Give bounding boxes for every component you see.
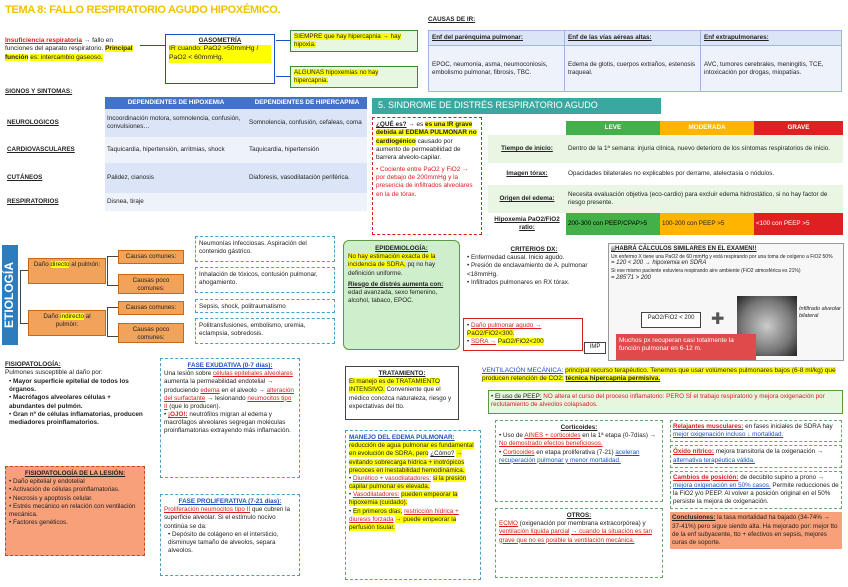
otros-box: OTROS: ECMO (oxigenación por membrana extracorpórea) y ventilación líquida parcial → cuando la situación es tan grave que no es posible la ventilación mecánica.: [495, 508, 663, 578]
criterios-box: CRITERIOS DX: • Enfermedad causal. Inicio agudo. • Presión de enclavamiento de A. pulmonar <18mmHg. • Infiltrados pulmonares en RX tórax.: [467, 246, 588, 286]
etiologia-label: ETIOLOGÍA: [2, 245, 18, 345]
bracket: [107, 307, 118, 337]
gasometria-box: GASOMETRÍA IR cuando: PaO2 >50mmHg / PaO2 < 60mmHg.: [165, 34, 275, 84]
bracket: [107, 256, 118, 286]
algunas-box: ALGUNAS hipoxemias no hay hipercapnia.: [290, 66, 418, 88]
lesion-box: FISIOPATOLOGÍA DE LA LESIÓN: • Daño epitelial y endotelial • Activación de células proinflamatorias. • Necrosis y apoptosis celular. • Estrés mecánico en relación con ventilación mecánica. • Factores genéticos.: [5, 466, 145, 556]
causes-title: CAUSAS DE IR:: [428, 16, 476, 23]
causes-table: Enf del parénquima pulmonar: Enf de las vías aéreas altas: Enf extrapulmonares: EPOC, neumonía, asma, neumoconiosis, embolismo pulmonar, fibrosis, TBC. Edema de glotis, cuerpos extraños, estenosis traqueal. AVC, tumores cerebrales, meningitis, TCE, intoxicación por drogas, miopatías.: [428, 30, 842, 92]
corticoides-box: Corticoides: • Uso de AINES + corticoides en la 1ª etapa (0-7días) → No demostrado efectos beneficiosos. • Corticoides en etapa proliferativa (7-21) aceleran recuperación pulmonar y menor mortalidad.: [495, 420, 663, 502]
imp-badge: IMP: [584, 342, 606, 354]
fase-proliferativa: FASE PROLIFERATIVA (7-21 días): Proliferación neumocitos tipo II que cubren la superficie alveolar. Si el estímulo nocivo continúa se da: • Depósito de colágeno en el intersticio, disminuye tamaño de alveolos, separa alveolos.: [160, 494, 300, 576]
damage-indirect: Daño indirecto al pulmón:: [28, 310, 106, 336]
recovery-note: Muchos px recuperan casi totalmente la función pulmonar en 6-12 m.: [616, 334, 756, 360]
fisio-box: FISIOPATOLOGÍA: Pulmones susceptible al daño por: • Mayor superficie epitelial de todos los órganos. • Macrófagos alveolares células + abundantes del pulmón. • Gran nº de células inflamatorias, producen mediadores proinflamatorios.: [5, 361, 143, 427]
cause-text-3: Sepsis, shock, politraumatismo: [195, 299, 335, 313]
signs-title: SIGNOS Y SINTOMAS:: [5, 88, 73, 95]
ventilacion-text: VENTILACIÓN MECÁNICA: principal recurso terapéutico. Tenemos que usar volúmenes pulmonares bajos (6-8 ml/kg) que producen retención de CO2: técnica hipercapnia permisiva.: [482, 367, 836, 383]
cause-common-2: Causas comunes:: [118, 301, 184, 315]
cause-text-4: Politransfusiones, embolismo, uremia, eclampsia, sobredosis.: [195, 318, 335, 344]
cause-text-2: Inhalación de tóxicos, contusión pulmonar, ahogamiento.: [195, 267, 335, 293]
sdra-criteria: • Daño pulmonar agudo → PaO2/FiO2<300. • SDRA → PaO2/FiO2<200: [463, 318, 583, 351]
intro-definition: Insuficiencia respiratoria → fallo en funciones del aparato respiratorio. Principal función es: intercambio gaseoso.: [5, 37, 133, 61]
damage-direct: Daño directo al pulmón:: [28, 258, 106, 284]
edema-box: MANEJO DEL EDEMA PULMONAR: reducción de agua pulmonar es fundamental en evolución de SDRA, pero ¿Cómo? → evitando sobrecarga hídrica + inotrópicos precoces en inestabilidad hemodinámica. • Diurético + vasodilatadores: si la presión capilar pulmonar es elevada. • Vasodilatadores: pueden empeorar la hipoxemia (cuidado). • En primeros días, restricción hídrica + diuresis forzada → puede empeorar la perfusión tisular.: [345, 430, 481, 580]
tratamiento-box: TRATAMIENTO: El manejo es de TRATAMIENTO INTENSIVO. Conveniente que el médico conozca naturaleza, riesgo y expectativas del tto.: [345, 366, 459, 420]
cause-rare-2: Causas poco comunes:: [118, 323, 184, 343]
right-notes: Relajantes musculares: en fases iniciales de SDRA hay mejor oxigenación incluso ↓ mortalidad. Óxido nítrico: mejora transitoria de la oxigenación → alternativa terapéutica válida. Cambios de posición: de decúbito supino a prono → mejora oxigenación en 50% casos. Permite reducciones de la FiO2 y/o PEEP. Al volver a posición original en el 50% persiste la mejora de oxigenación. Conclusiones: la tasa mortalidad ha bajado (34-74% → 37-41%) pero sigue siendo alta. Ha mejorado por: mejor tto de la enf subyacente, tto + efectivos en sepsis, mejores curas de soporte.: [670, 420, 842, 549]
cause-common-1: Causas comunes:: [118, 250, 184, 264]
arrow-line: [140, 45, 166, 46]
calc-box: ¡¡HABRÁ CÁLCULOS SIMILARES EN EL EXAMEN!! Un enfermo X tiene una PaO2 de 60 mmHg y está respirando por una toma de oxígeno a FiO2 50% = 120 < 200 → hipoxemia en SDRA Si ese mismo paciente estuviera respirando aire ambiente (FiO2 atmosférica es 21%) = 285'71 > 200 PaO2/FiO2 < 200 ✚ Infiltrado alveolar bilateral: [608, 243, 844, 361]
cause-rare-1: Causas poco comunes:: [118, 274, 184, 294]
arrow-line: [276, 40, 290, 41]
signs-table: DEPENDIENTES DE HIPOXEMIA DEPENDIENTES DE HIPERCAPNIA NEUROLOGICOS Incoordinación motora, somnolencia, confusión, convulsiones… Somnolencia, confusión, cefaleas, coma CARDIOVASCULARES Taquicardia, hipertensión, arritmias, shock Taquicardia, hipertensión CUTÁNEOS Palidez, cianosis Diaforesis, vasodilatación periférica. RESPIRATORIOS Disnea, tiraje: [5, 97, 367, 211]
epidemiologia-box: EPIDEMIOLOGÍA: No hay estimación exacta de la incidencia de SDRA, pq no hay definición uniforme. Riesgo de distrés aumenta con: edad avanzada, sexo femenino, alcohol, tabaco, EPOC.: [343, 240, 460, 350]
peep-box: • El uso de PEEP: NO altera el curso del proceso inflamatorio: PERO SÍ el trabajo respiratorio y mejora oxigenación por reclutamiento de alveolos colapsados.: [488, 390, 843, 414]
bracket: [20, 270, 28, 324]
sdra-definition: ¿QUÉ es? → es es una IR grave debida al EDEMA PULMONAR no cardiogénico causado por aumento de permeabilidad de barrera alveolo-capilar. • Cociente entre PaO2 y FiO2 → por debajo de 200mmHg y la presencia de infiltrados alveolares en la de tórax.: [372, 117, 482, 235]
fase-exudativa: FASE EXUDATIVA (0-7 días): Una lesión sobre células epiteliales alveolares aumenta la permeabilidad endotelial → produciendo edema en el alveolo → alteración del surfactante → lesionando neumocitos tipo II (que lo producen). • ¡OJO!: neutrófilos migran al edema y macrófagos alveolares segregan moléculas proinflamatorias extrayendo más inflamación.: [160, 358, 300, 478]
page-title: TEMA 8: FALLO RESPIRATORIO AGUDO HIPOXÉMICO.: [5, 4, 281, 16]
sdra-title: 5. SINDROME DE DISTRÉS RESPIRATORIO AGUDO: [372, 98, 661, 114]
cause-text-1: Neumonías infecciosas. Aspiración del contenido gástrico.: [195, 236, 335, 262]
arrow-line: [276, 76, 290, 77]
siempre-box: SIEMPRE que hay hipercapnia → hay hipoxia.: [290, 30, 418, 52]
severity-table: LEVE MODERADA GRAVE Tiempo de inicio: Dentro de la 1ª semana: injuria clínica, nuevo deterioro de los síntomas respiratorios de inicio. Imagen tórax: Opacidades bilaterales no explicables por derrame, atelectasia o nódulos. Origen del edema: Necesita evaluación objetiva (eco-cardio) para excluir edema hidrostático, si no hay factor de riesgo presente. Hipoxemia PaO2/FiO2 ratio: 200-300 con PEEP/CPAP>5 100-200 con PEEP >5 <100 con PEEP >5: [488, 121, 843, 235]
plus-icon: ✚: [711, 311, 725, 328]
